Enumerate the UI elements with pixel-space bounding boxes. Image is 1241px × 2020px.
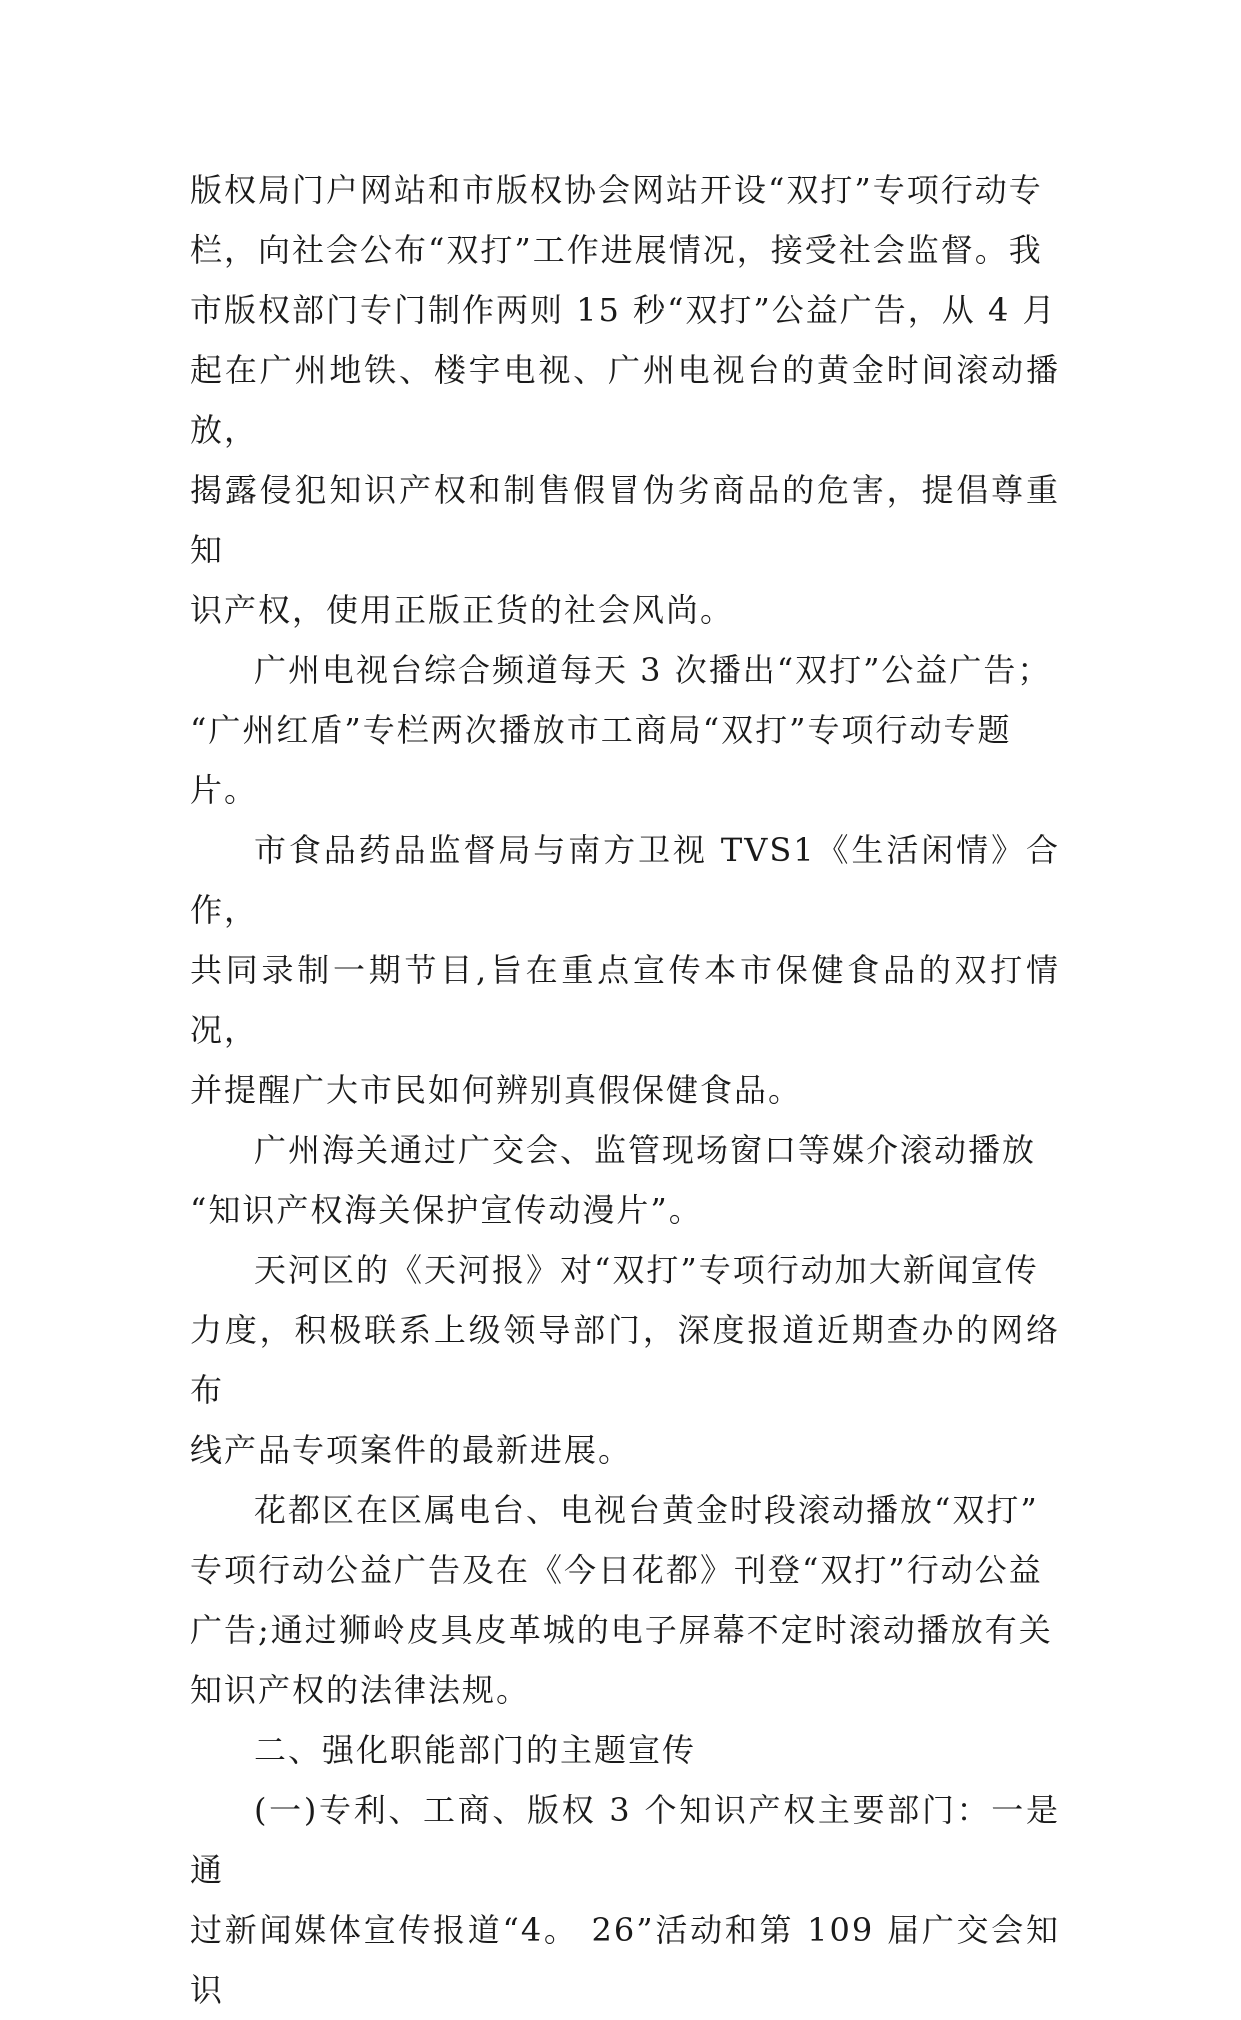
text-line: 栏，向社会公布“双打”工作进展情况，接受社会监督。我 (190, 231, 1043, 269)
paragraph (190, 640, 1060, 820)
text-line: 过新闻媒体宣传报道“4。 26”活动和第 109 届广交会知识 (190, 1911, 1060, 2009)
text-line: 线产品专项案件的最新进展。 (190, 1431, 633, 1469)
text-line: 市食品药品监督局与南方卫视 TVS1《生活闲情》合作， (190, 831, 1060, 929)
text-line: “知识产权海关保护宣传动漫片”。 (190, 1191, 703, 1229)
paragraph (190, 160, 1060, 640)
paragraph (190, 1240, 1060, 1480)
text-line: 识产权，使用正版正货的社会风尚。 (190, 591, 735, 629)
text-line: 起在广州地铁、楼宇电视、广州电视台的黄金时间滚动播放， (190, 351, 1060, 449)
text-line: 广州海关通过广交会、监管现场窗口等媒介滚动播放 (254, 1131, 1037, 1169)
text-line: 并提醒广大市民如何辨别真假保健食品。 (190, 1071, 803, 1109)
text-line: 揭露侵犯知识产权和制售假冒伪劣商品的危害，提倡尊重知 (190, 471, 1060, 569)
text-line: 天河区的《天河报》对“双打”专项行动加大新闻宣传 (254, 1251, 1039, 1289)
text-line: 知识产权的法律法规。 (190, 1671, 531, 1709)
paragraph (190, 820, 1060, 1120)
text-line: 专项行动公益广告及在《今日花都》刊登“双打”行动公益 (190, 1551, 1043, 1589)
text-line: 片。 (190, 771, 259, 809)
paragraph (190, 1780, 1060, 2020)
text-line: 市版权部门专门制作两则 15 秒“双打”公益广告，从 4 月 (190, 291, 1057, 329)
text-line: 力度，积极联系上级领导部门，深度报道近期查办的网络布 (190, 1311, 1060, 1409)
text-line: 花都区在区属电台、电视台黄金时段滚动播放“双打” (254, 1491, 1039, 1529)
text-line: “广州红盾”专栏两次播放市工商局“双打”专项行动专题 (190, 711, 1012, 749)
text-line: 共同录制一期节目,旨在重点宣传本市保健食品的双打情况， (190, 951, 1060, 1049)
document-body (190, 160, 1060, 2020)
paragraph (190, 1480, 1060, 1720)
text-line: 版权局门户网站和市版权协会网站开设“双打”专项行动专 (190, 171, 1043, 209)
text-line: 二、强化职能部门的主题宣传 (254, 1731, 697, 1769)
paragraph (190, 1120, 1060, 1240)
text-line: (一)专利、工商、版权 3 个知识产权主要部门：一是通 (190, 1791, 1060, 1889)
text-line: 广告;通过狮岭皮具皮革城的电子屏幕不定时滚动播放有关 (190, 1611, 1053, 1649)
section-heading (190, 1720, 1060, 1780)
text-line: 广州电视台综合频道每天 3 次播出“双打”公益广告； (254, 651, 1052, 689)
